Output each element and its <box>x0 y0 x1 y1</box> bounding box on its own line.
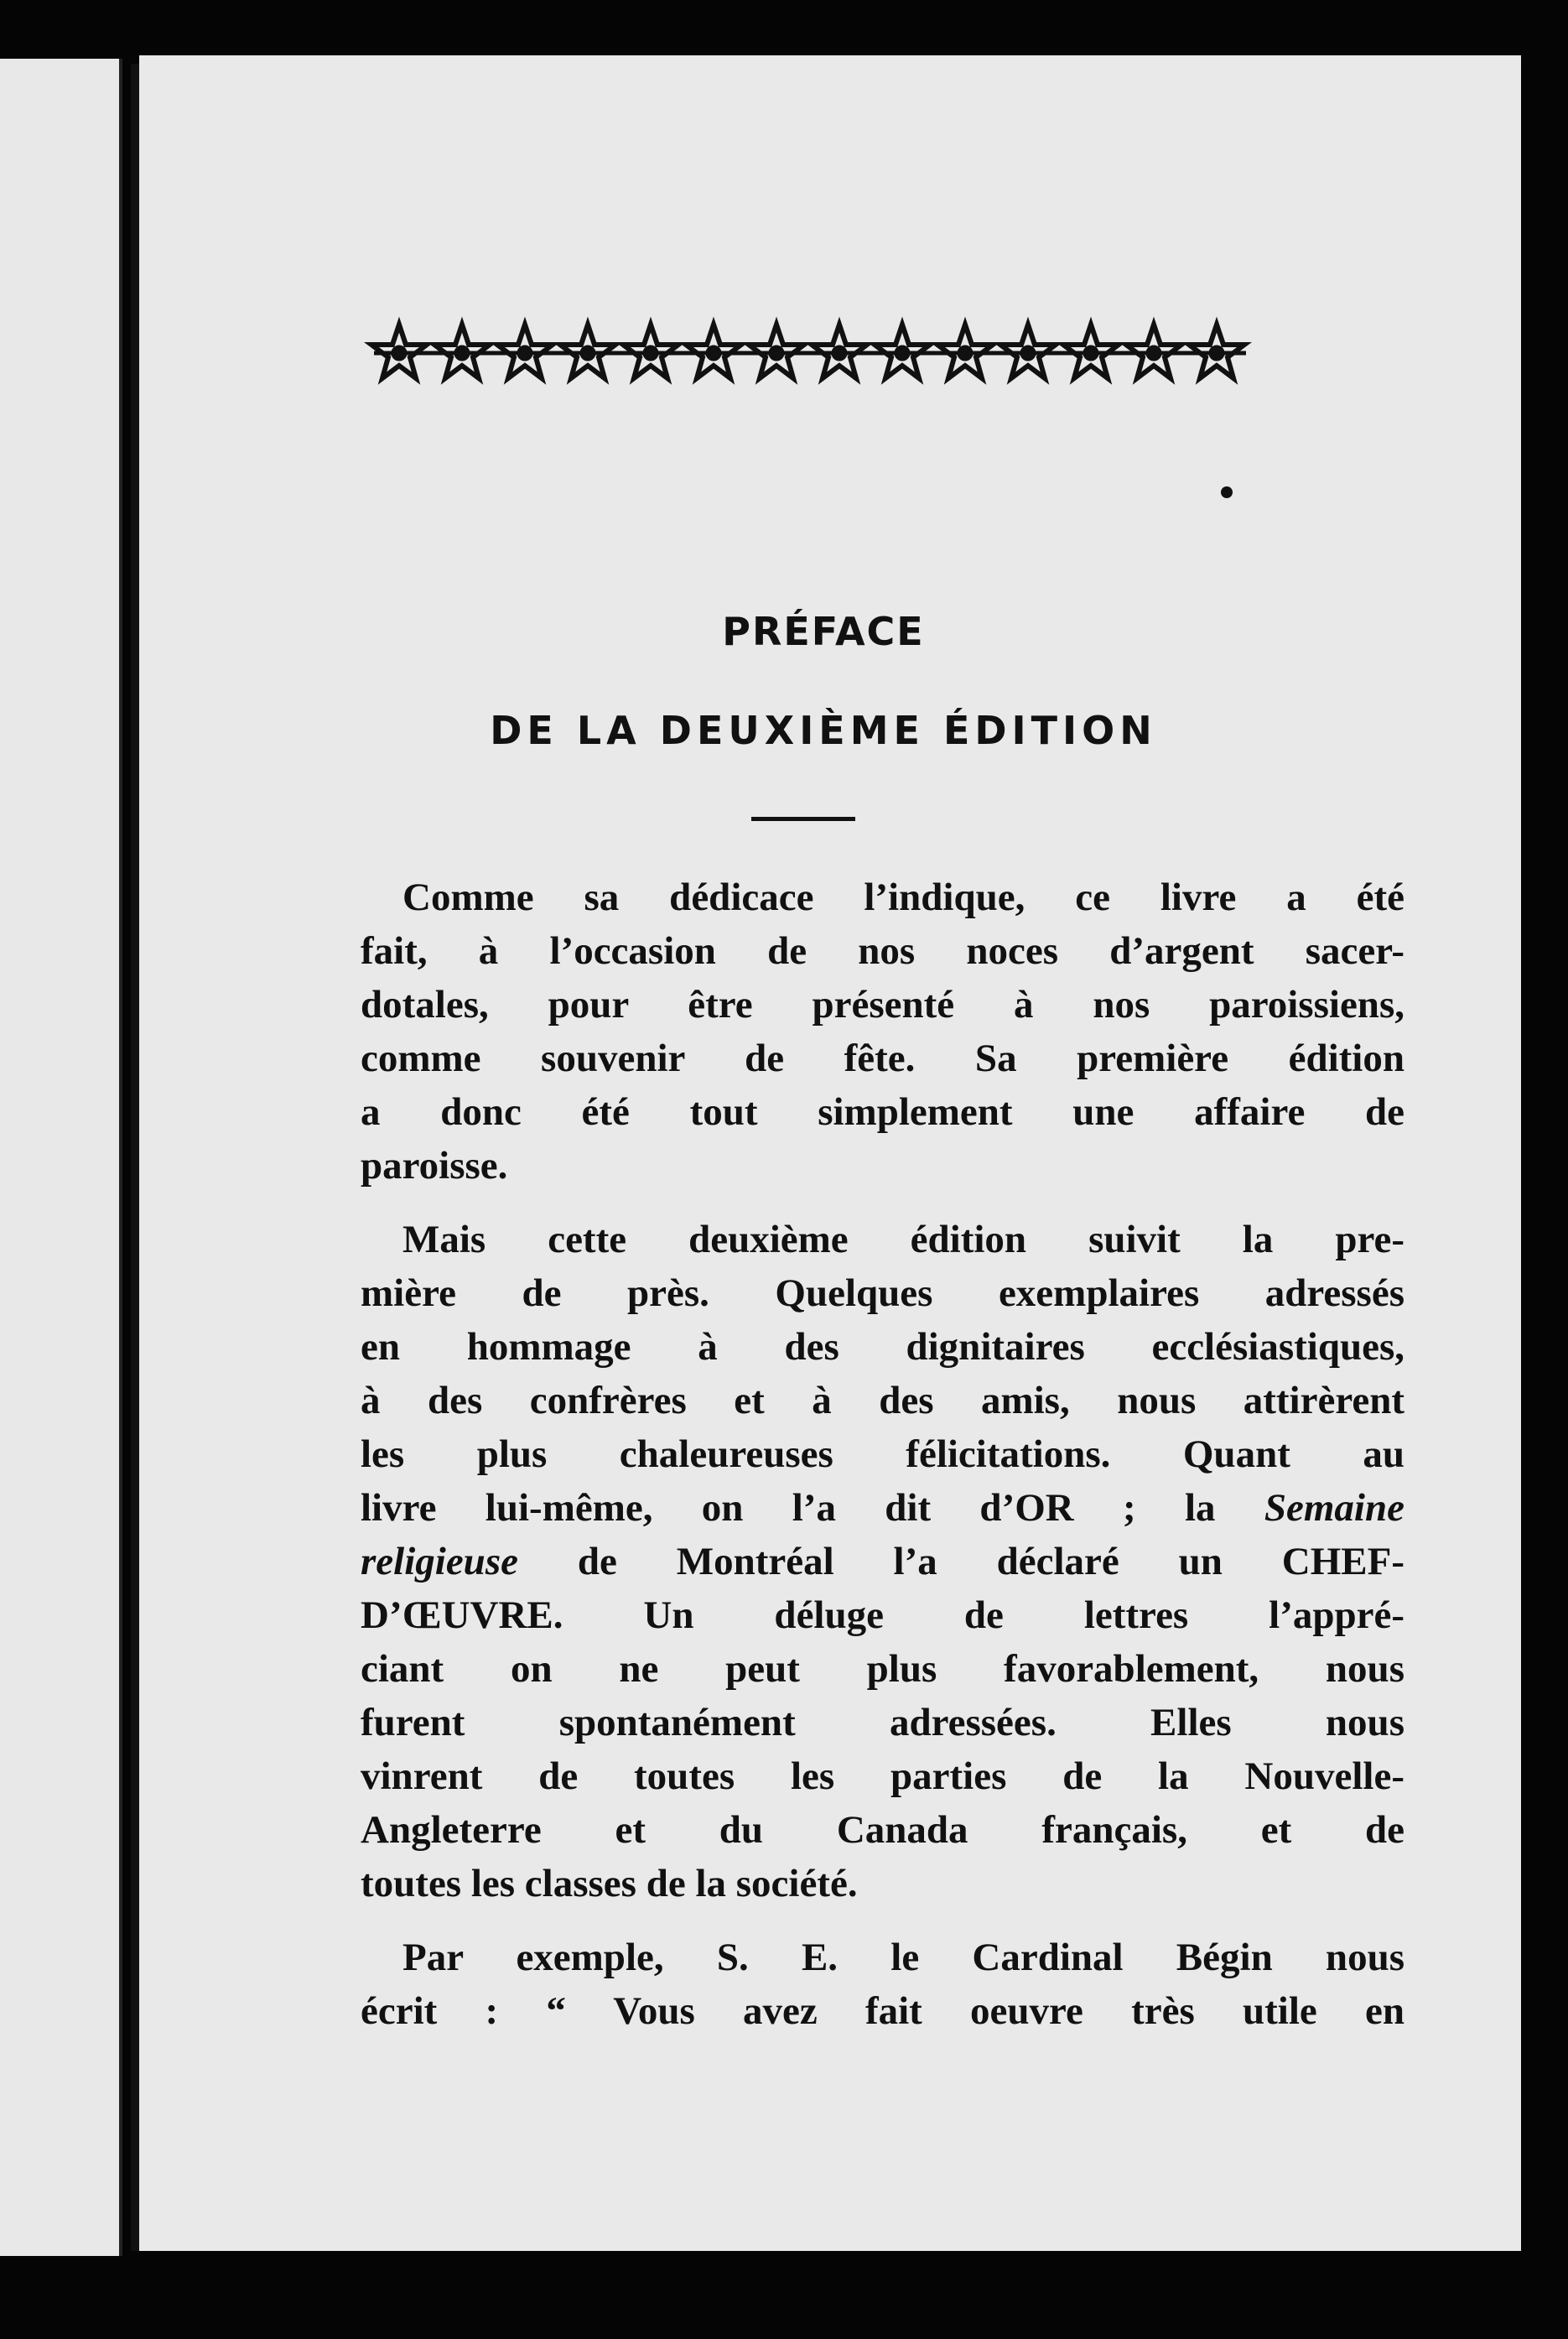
text-line: D’ŒUVRE. Un déluge de lettres l’appré- <box>361 1593 1404 1637</box>
text-line: Par exemple, S. E. le Cardinal Bégin nous <box>402 1936 1404 1979</box>
book-gutter <box>131 64 139 2251</box>
page-title: PRÉFACE <box>722 609 925 654</box>
book-page <box>139 55 1521 2251</box>
text-line-with-italic <box>361 1535 1404 1588</box>
text-line: dotales, pour être présenté à nos paroissiens, <box>361 983 1404 1027</box>
text-line: mière de près. Quelques exemplaires adressés <box>361 1271 1404 1315</box>
text-line: Comme sa dédicace l’indique, ce livre a été <box>402 876 1404 919</box>
text-line: a donc été tout simplement une affaire de <box>361 1090 1404 1134</box>
print-speck <box>1221 486 1233 498</box>
text-line: comme souvenir de fête. Sa première édition <box>361 1037 1404 1080</box>
text-line: fait, à l’occasion de nos noces d’argent sacer- <box>361 929 1404 973</box>
title-rule <box>751 817 855 821</box>
text-line: Mais cette deuxième édition suivit la pre- <box>402 1218 1404 1261</box>
text-line: écrit : “ Vous avez fait oeuvre très utile en <box>361 1989 1404 2033</box>
text-run: livre lui-même, on l’a dit d’OR ; la <box>361 1486 1216 1530</box>
text-line: vinrent de toutes les parties de la Nouvelle- <box>361 1754 1404 1798</box>
text-line: Angleterre et du Canada français, et de <box>361 1808 1404 1852</box>
paragraph-1 <box>361 871 1404 1193</box>
text-line: les plus chaleureuses félicitations. Quant au <box>361 1432 1404 1476</box>
text-line: toutes les classes de la société. <box>361 1862 858 1905</box>
paragraph-3 <box>361 1931 1404 2038</box>
previous-page-edge <box>0 59 122 2256</box>
text-line: en hommage à des dignitaires ecclésiastiques, <box>361 1325 1404 1369</box>
text-line: furent spontanément adressées. Elles nous <box>361 1701 1404 1744</box>
text-line: à des confrères et à des amis, nous attirèrent <box>361 1379 1404 1422</box>
paragraph-2 <box>361 1213 1404 1910</box>
italic-title-religieuse: religieuse <box>361 1540 518 1583</box>
ornamental-header-band <box>357 307 1263 399</box>
text-run: de Montréal l’a déclaré un CHEF- <box>577 1540 1404 1583</box>
text-line: ciant on ne peut plus favorablement, nous <box>361 1647 1404 1691</box>
italic-title-semaine: Semaine <box>1264 1486 1404 1530</box>
text-line-with-italic <box>361 1481 1404 1535</box>
preface-body <box>361 871 1404 2058</box>
page-subtitle: DE LA DEUXIÈME ÉDITION <box>490 708 1157 753</box>
text-line: paroisse. <box>361 1144 508 1188</box>
